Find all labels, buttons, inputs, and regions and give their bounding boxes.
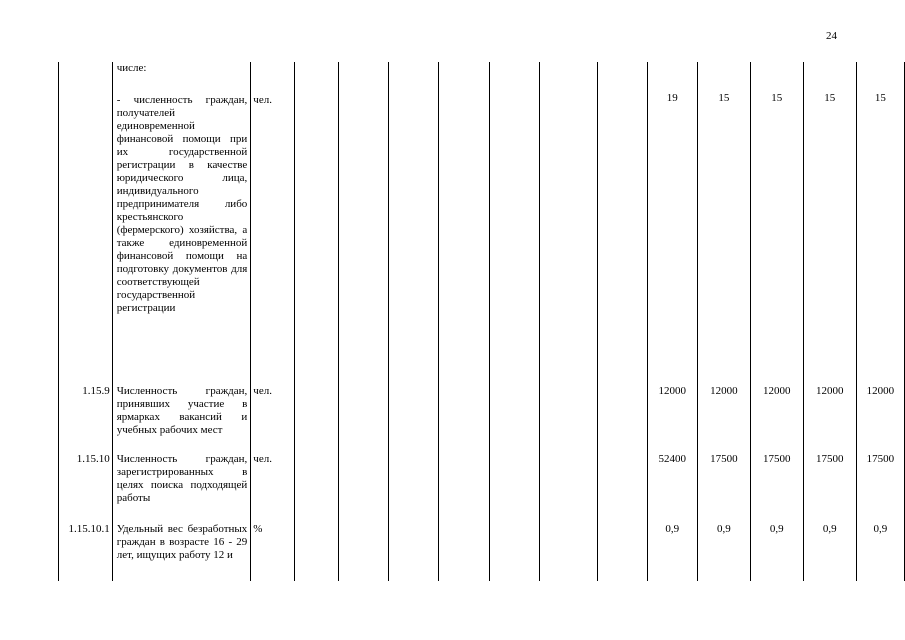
row-description: - численность граждан, получателей единовременной финансовой помощи при их государственной регистрации в качестве юридического лица, индивидуального предпринимателя либо крестьянского (фермерского) хозяйства, а также единовременной финансовой помощи на подготовку документов для соответствующей государственной регистрации [112, 92, 251, 385]
empty-cell [539, 62, 597, 92]
empty-cell [539, 453, 597, 523]
empty-cell [539, 92, 597, 385]
empty-cell [439, 62, 489, 92]
row-description: Удельный вес безработных граждан в возрасте 16 - 29 лет, ищущих работу 12 и [112, 523, 251, 581]
empty-cell [439, 523, 489, 581]
row-number: 1.15.10.1 [59, 523, 113, 581]
empty-cell [439, 92, 489, 385]
empty-cell [338, 385, 388, 453]
empty-cell [389, 62, 439, 92]
value-cell: 15 [750, 92, 803, 385]
empty-cell [439, 453, 489, 523]
value-cell: 17500 [803, 453, 856, 523]
empty-cell [489, 523, 539, 581]
row-number: 1.15.9 [59, 385, 113, 453]
empty-cell [338, 62, 388, 92]
row-unit: чел. [251, 92, 294, 385]
row-description: числе: [112, 62, 251, 92]
empty-cell [489, 453, 539, 523]
value-cell: 15 [803, 92, 856, 385]
row-unit: % [251, 523, 294, 581]
row-number [59, 92, 113, 385]
value-cell: 12000 [856, 385, 904, 453]
empty-cell [539, 523, 597, 581]
value-cell: 12000 [750, 385, 803, 453]
value-cell: 19 [647, 92, 697, 385]
empty-cell [338, 453, 388, 523]
page-number: 24 [826, 30, 837, 42]
value-cell: 15 [697, 92, 750, 385]
empty-cell [338, 92, 388, 385]
empty-cell [597, 62, 647, 92]
empty-cell [597, 385, 647, 453]
value-cell: 0,9 [750, 523, 803, 581]
empty-cell [489, 385, 539, 453]
value-cell: 0,9 [803, 523, 856, 581]
row-unit [251, 62, 294, 92]
empty-cell [294, 62, 338, 92]
value-cell: 17500 [697, 453, 750, 523]
empty-cell [294, 453, 338, 523]
value-cell [697, 62, 750, 92]
empty-cell [389, 523, 439, 581]
value-cell [750, 62, 803, 92]
value-cell: 52400 [647, 453, 697, 523]
row-unit: чел. [251, 453, 294, 523]
value-cell: 17500 [750, 453, 803, 523]
empty-cell [294, 523, 338, 581]
row-description: Численность граждан, принявших участие в ярмарках вакансий и учебных рабочих мест [112, 385, 251, 453]
table-row [59, 453, 905, 523]
value-cell: 0,9 [856, 523, 904, 581]
value-cell: 17500 [856, 453, 904, 523]
indicators-table [58, 62, 905, 581]
empty-cell [294, 385, 338, 453]
value-cell: 0,9 [697, 523, 750, 581]
empty-cell [597, 453, 647, 523]
table-row [59, 62, 905, 92]
value-cell: 15 [856, 92, 904, 385]
row-description: Численность граждан, зарегистрированных в целях поиска подходящей работы [112, 453, 251, 523]
empty-cell [597, 92, 647, 385]
row-number: 1.15.10 [59, 453, 113, 523]
empty-cell [489, 62, 539, 92]
empty-cell [294, 92, 338, 385]
empty-cell [338, 523, 388, 581]
value-cell [803, 62, 856, 92]
empty-cell [389, 453, 439, 523]
table-row [59, 523, 905, 581]
table-row [59, 92, 905, 385]
table-row [59, 385, 905, 453]
value-cell: 12000 [647, 385, 697, 453]
empty-cell [389, 92, 439, 385]
value-cell [856, 62, 904, 92]
empty-cell [597, 523, 647, 581]
empty-cell [389, 385, 439, 453]
row-number [59, 62, 113, 92]
value-cell: 12000 [697, 385, 750, 453]
value-cell [647, 62, 697, 92]
empty-cell [439, 385, 489, 453]
row-unit: чел. [251, 385, 294, 453]
empty-cell [489, 92, 539, 385]
value-cell: 12000 [803, 385, 856, 453]
empty-cell [539, 385, 597, 453]
value-cell: 0,9 [647, 523, 697, 581]
